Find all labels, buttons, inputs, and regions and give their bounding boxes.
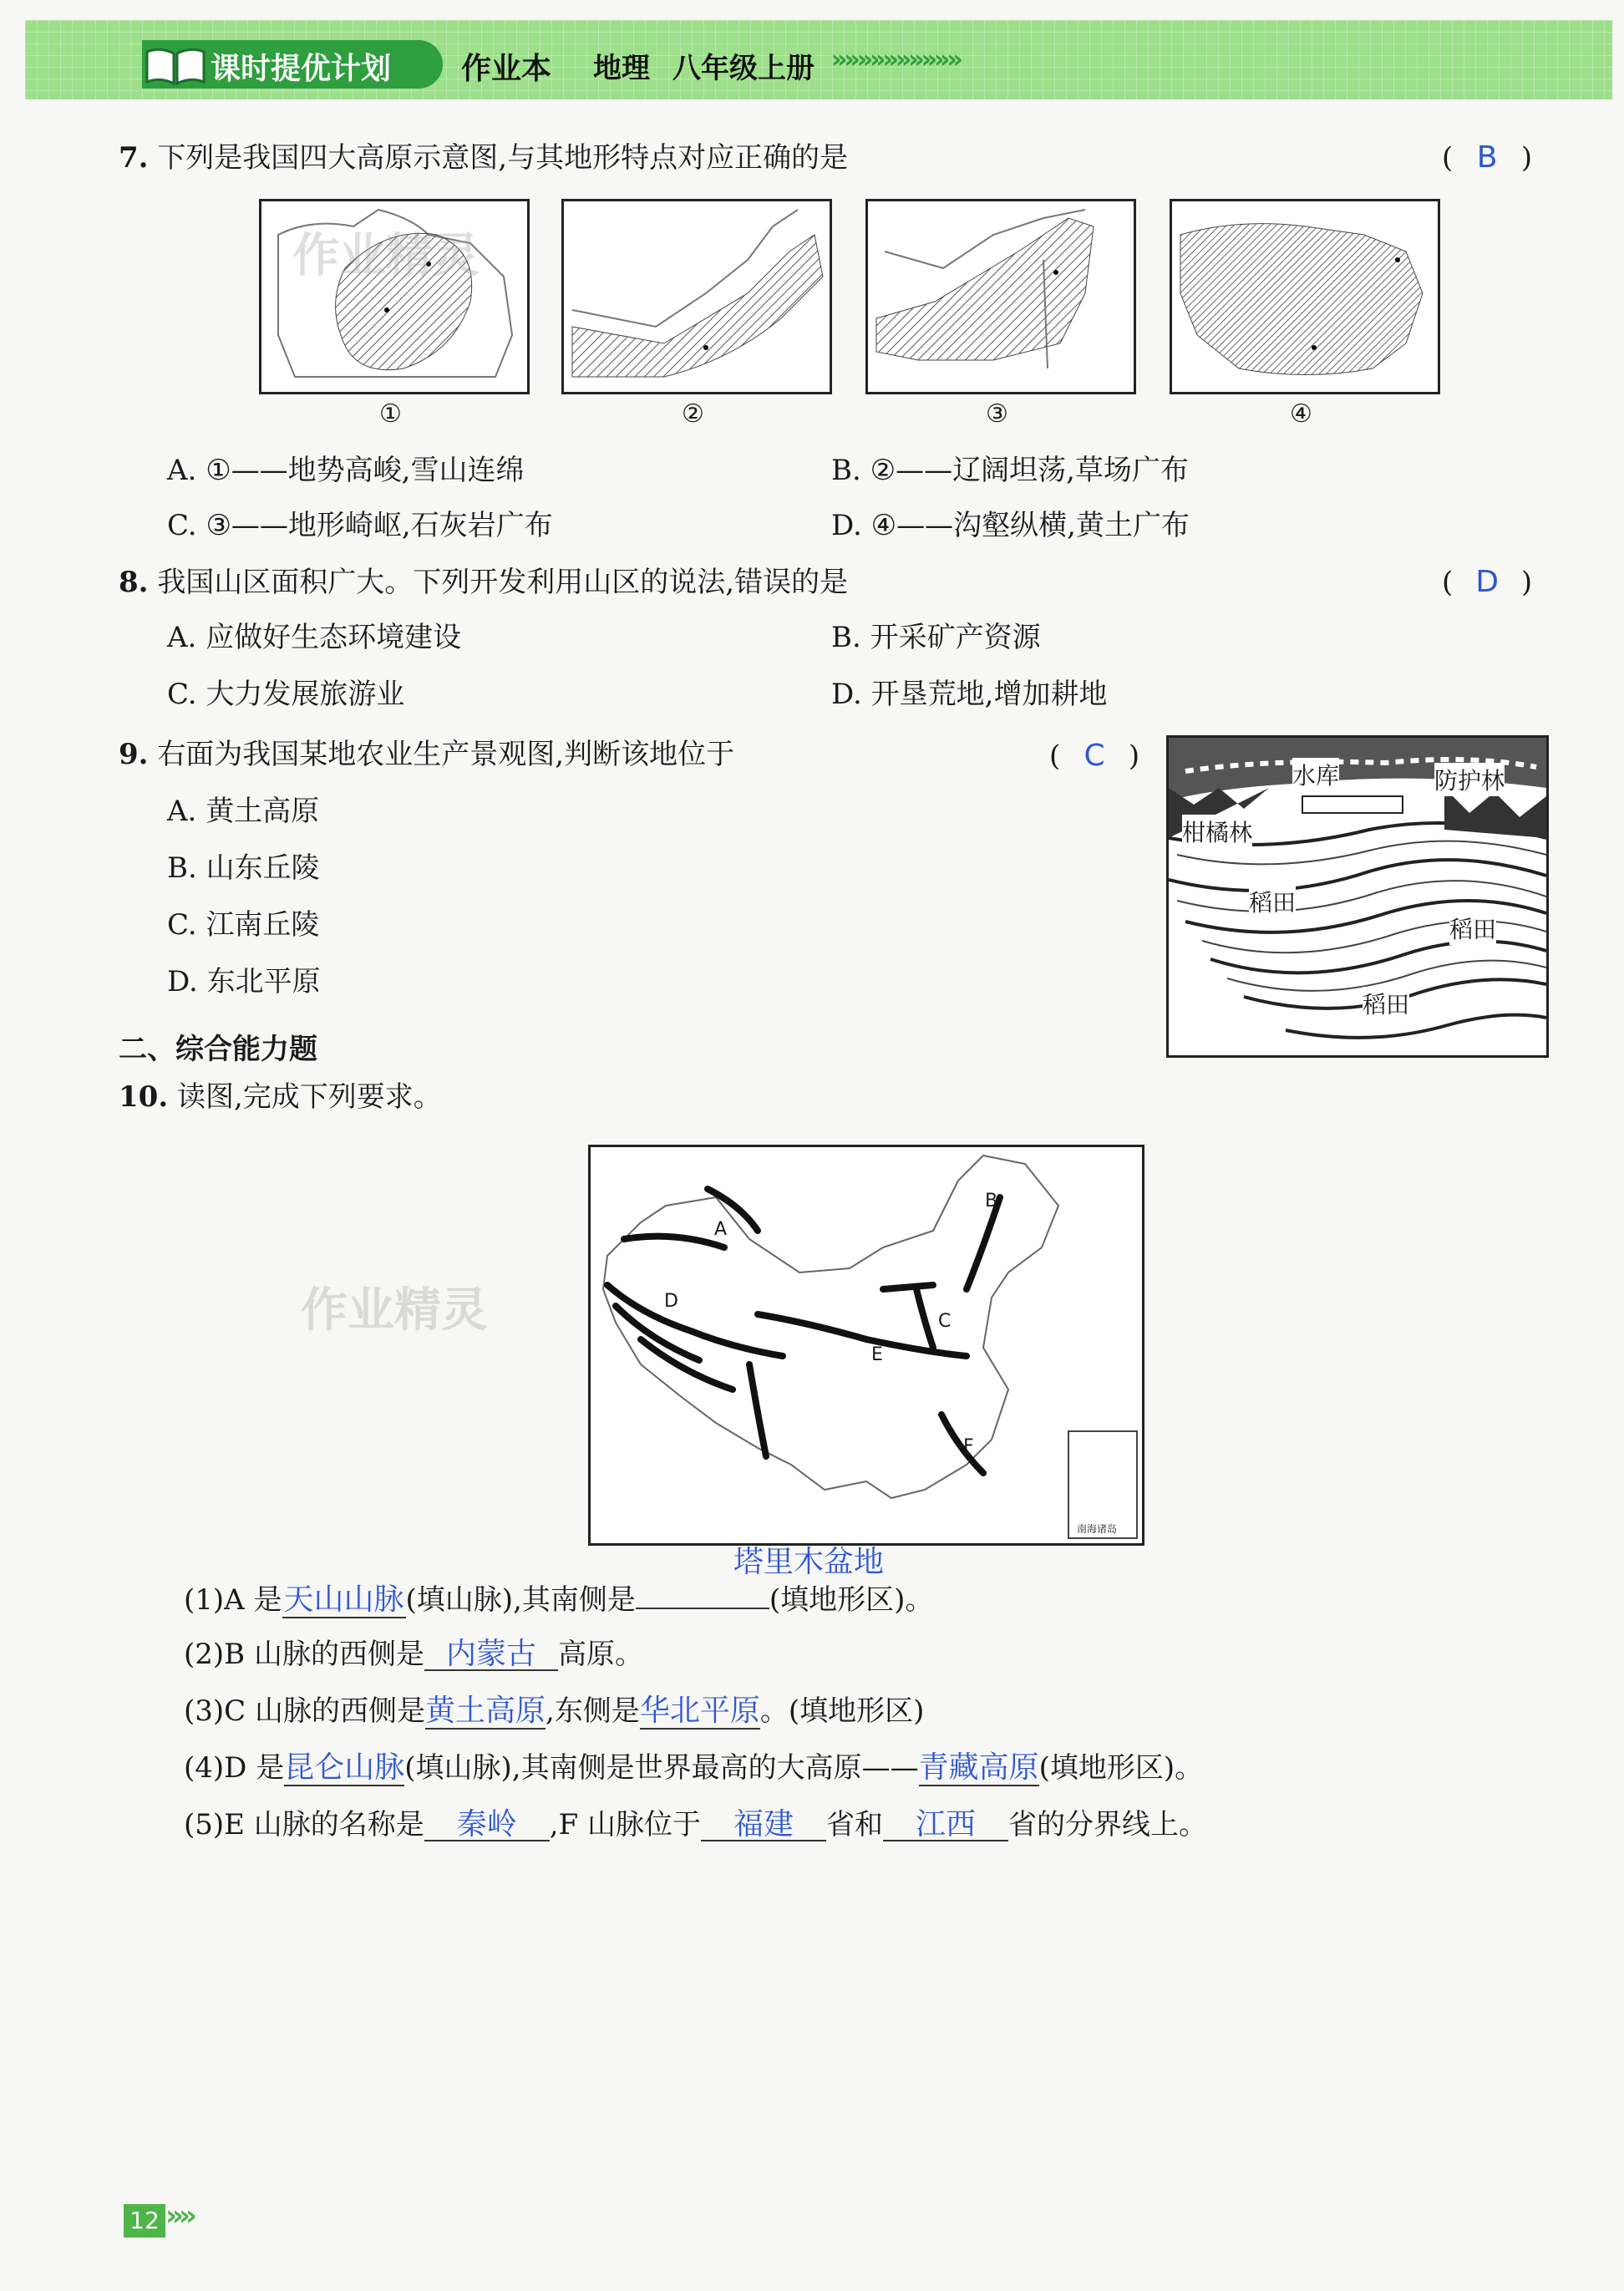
option-text: 应做好生态环境建设	[206, 621, 462, 654]
q9-option-b[interactable]	[167, 851, 320, 885]
paren-open: (	[1442, 141, 1454, 175]
item-text: ,东侧是	[546, 1694, 640, 1728]
map-label-1: ①	[379, 399, 402, 429]
plateau-map-2	[561, 199, 832, 394]
q8-option-c[interactable]	[167, 680, 404, 709]
reservoir-label: 水库	[1292, 758, 1339, 791]
option-text: 开垦荒地,增加耕地	[870, 678, 1108, 711]
map-letter-d: D	[664, 1291, 678, 1312]
item-text: 省的分界线上。	[1008, 1808, 1208, 1841]
q9-answer-letter: C	[1084, 739, 1105, 773]
terrace-landscape-image	[1166, 735, 1549, 1058]
item-text: ,F 山脉位于	[549, 1808, 702, 1841]
header-arrows: »»»»»»»»»»	[831, 45, 960, 74]
page-number: 12	[124, 2204, 165, 2238]
q7-stem: 下列是我国四大高原示意图,与其地形特点对应正确的是	[157, 141, 849, 175]
q7-number: 7.	[119, 141, 149, 175]
item-text: 省和	[826, 1808, 884, 1841]
q7-stem-line	[119, 141, 849, 175]
option-text: 开采矿产资源	[870, 621, 1041, 654]
option-text: 大力发展旅游业	[206, 678, 405, 711]
q10-p4-answer2[interactable]: 青藏高原	[918, 1750, 1039, 1785]
q9-number: 9.	[119, 738, 149, 771]
q10-stem-line	[119, 1080, 442, 1114]
q10-p1-answer2: 塔里木盆地	[733, 1545, 884, 1579]
q10-p5-answer3[interactable]: 江西	[883, 1810, 1008, 1841]
q8-stem-line	[119, 568, 848, 597]
item-text: (2)B 山脉的西侧是	[184, 1638, 424, 1671]
option-text: 黄土高原	[206, 795, 320, 828]
china-outline-map	[591, 1147, 1142, 1543]
paren-open: (	[1049, 739, 1061, 773]
book-title: 作业本	[461, 52, 552, 86]
item-text: (填山脉),其南侧是	[405, 1583, 636, 1617]
q8-option-a[interactable]	[167, 623, 461, 652]
option-label: B.	[831, 621, 861, 654]
q9-option-c[interactable]	[167, 908, 320, 942]
q10-item-4	[184, 1750, 1204, 1785]
q10-item-1	[184, 1582, 933, 1615]
map-letter-b: B	[985, 1191, 998, 1212]
item-text: (1)A 是	[184, 1583, 282, 1617]
item-text: 。(填地形区)	[759, 1694, 925, 1728]
map-letter-f: F	[963, 1436, 974, 1457]
plateau-map-4	[1170, 199, 1440, 394]
option-label: C.	[167, 509, 197, 542]
q10-item-3	[184, 1696, 924, 1726]
map-letter-c: C	[938, 1311, 952, 1332]
citrus-label: 柑橘林	[1182, 815, 1252, 848]
watermark: 作业精灵	[292, 229, 480, 283]
option-text: 东北平原	[206, 965, 321, 998]
q7-option-a[interactable]	[167, 456, 524, 485]
option-text: ②——辽阔坦荡,草场广布	[870, 454, 1189, 487]
inner-mongolia-plateau-map	[564, 201, 830, 392]
q9-option-a[interactable]	[167, 795, 320, 828]
q10-p2-answer1[interactable]: 内蒙古	[424, 1639, 558, 1671]
china-mountain-map	[588, 1145, 1144, 1546]
q7-option-b[interactable]	[831, 456, 1189, 485]
watermark: 作业精灵	[301, 1283, 488, 1338]
brand-title: 课时提优计划	[211, 52, 392, 86]
q10-item-5	[184, 1807, 1208, 1841]
map-letter-e: E	[871, 1344, 883, 1365]
option-label: B.	[831, 454, 861, 487]
paddy-label-2: 稻田	[1449, 912, 1496, 945]
q8-answer-letter: D	[1475, 565, 1499, 599]
item-text: (填地形区)。	[1038, 1751, 1204, 1785]
item-text: (3)C 山脉的西侧是	[184, 1694, 425, 1728]
q8-number: 8.	[119, 566, 149, 599]
option-text: ③——地形崎岖,石灰岩广布	[206, 509, 553, 542]
option-text: ①——地势高峻,雪山连绵	[206, 454, 525, 487]
q10-p4-answer1[interactable]: 昆仑山脉	[284, 1750, 405, 1785]
q7-answer	[1442, 140, 1532, 175]
qinghai-tibet-plateau-map	[1172, 201, 1438, 392]
paren-close: )	[1520, 141, 1533, 175]
map-letter-a: A	[714, 1219, 728, 1240]
page-header	[25, 20, 1612, 99]
option-text: 江南丘陵	[206, 908, 320, 942]
section-title: 二、综合能力题	[119, 1033, 317, 1066]
item-text: (填山脉),其南侧是世界最高的大高原——	[404, 1751, 919, 1785]
option-label: D.	[167, 965, 198, 998]
option-label: D.	[831, 678, 862, 711]
option-label: A.	[167, 454, 197, 487]
q10-number: 10.	[119, 1080, 169, 1114]
grade-label: 八年级上册	[672, 52, 815, 85]
q7-answer-letter: B	[1476, 140, 1498, 175]
map-label-4: ④	[1290, 399, 1312, 429]
q7-option-d[interactable]	[831, 511, 1190, 540]
option-label: A.	[167, 621, 197, 654]
q8-option-d[interactable]	[831, 680, 1107, 709]
q9-stem: 右面为我国某地农业生产景观图,判断该地位于	[157, 738, 735, 771]
q10-p3-answer1[interactable]: 黄土高原	[424, 1694, 546, 1728]
paren-close: )	[1520, 566, 1533, 599]
mountain-line	[624, 1237, 724, 1247]
shelterbelt-label: 防护林	[1434, 763, 1505, 796]
inset-label: 南海诸岛	[1077, 1523, 1118, 1535]
q10-item-2	[184, 1639, 643, 1671]
q9-stem-line	[119, 740, 734, 769]
item-text: (4)D 是	[184, 1751, 285, 1785]
option-text: 山东丘陵	[206, 851, 320, 885]
q10-stem: 读图,完成下列要求。	[176, 1080, 442, 1114]
paren-open: (	[1442, 566, 1454, 599]
q10-p1-answer1[interactable]: 天山山脉	[283, 1582, 404, 1617]
q10-p5-answer1[interactable]: 秦岭	[424, 1810, 550, 1841]
q10-p3-answer2[interactable]: 华北平原	[639, 1694, 760, 1728]
paddy-label-3: 稻田	[1363, 987, 1409, 1020]
q7-option-c[interactable]	[167, 511, 553, 540]
option-label: C.	[167, 678, 197, 711]
option-text: ④——沟壑纵横,黄土广布	[870, 509, 1190, 542]
paddy-label-1: 稻田	[1249, 885, 1296, 918]
q9-answer	[1049, 739, 1139, 773]
item-text: (填地形区)。	[769, 1583, 934, 1617]
q8-answer	[1442, 565, 1532, 599]
paren-close: )	[1128, 739, 1140, 773]
loess-plateau-map	[868, 201, 1134, 392]
page-arrows: »»	[165, 2199, 192, 2233]
q8-option-b[interactable]	[831, 623, 1041, 652]
q9-option-d[interactable]	[167, 965, 321, 998]
q10-p1-blank[interactable]	[636, 1582, 769, 1609]
option-label: D.	[831, 509, 862, 542]
option-label: A.	[167, 795, 197, 828]
item-text: 高原。	[557, 1638, 643, 1671]
plateau-map-3	[865, 199, 1136, 394]
option-label: C.	[167, 908, 197, 942]
item-text: (5)E 山脉的名称是	[184, 1808, 424, 1841]
subject-label: 地理	[593, 52, 650, 85]
q8-stem: 我国山区面积广大。下列开发利用山区的说法,错误的是	[157, 566, 849, 599]
map-label-3: ③	[986, 399, 1008, 429]
option-label: B.	[167, 851, 197, 885]
q10-p5-answer2[interactable]: 福建	[701, 1810, 826, 1841]
map-label-2: ②	[682, 399, 704, 429]
book-icon	[142, 43, 209, 87]
